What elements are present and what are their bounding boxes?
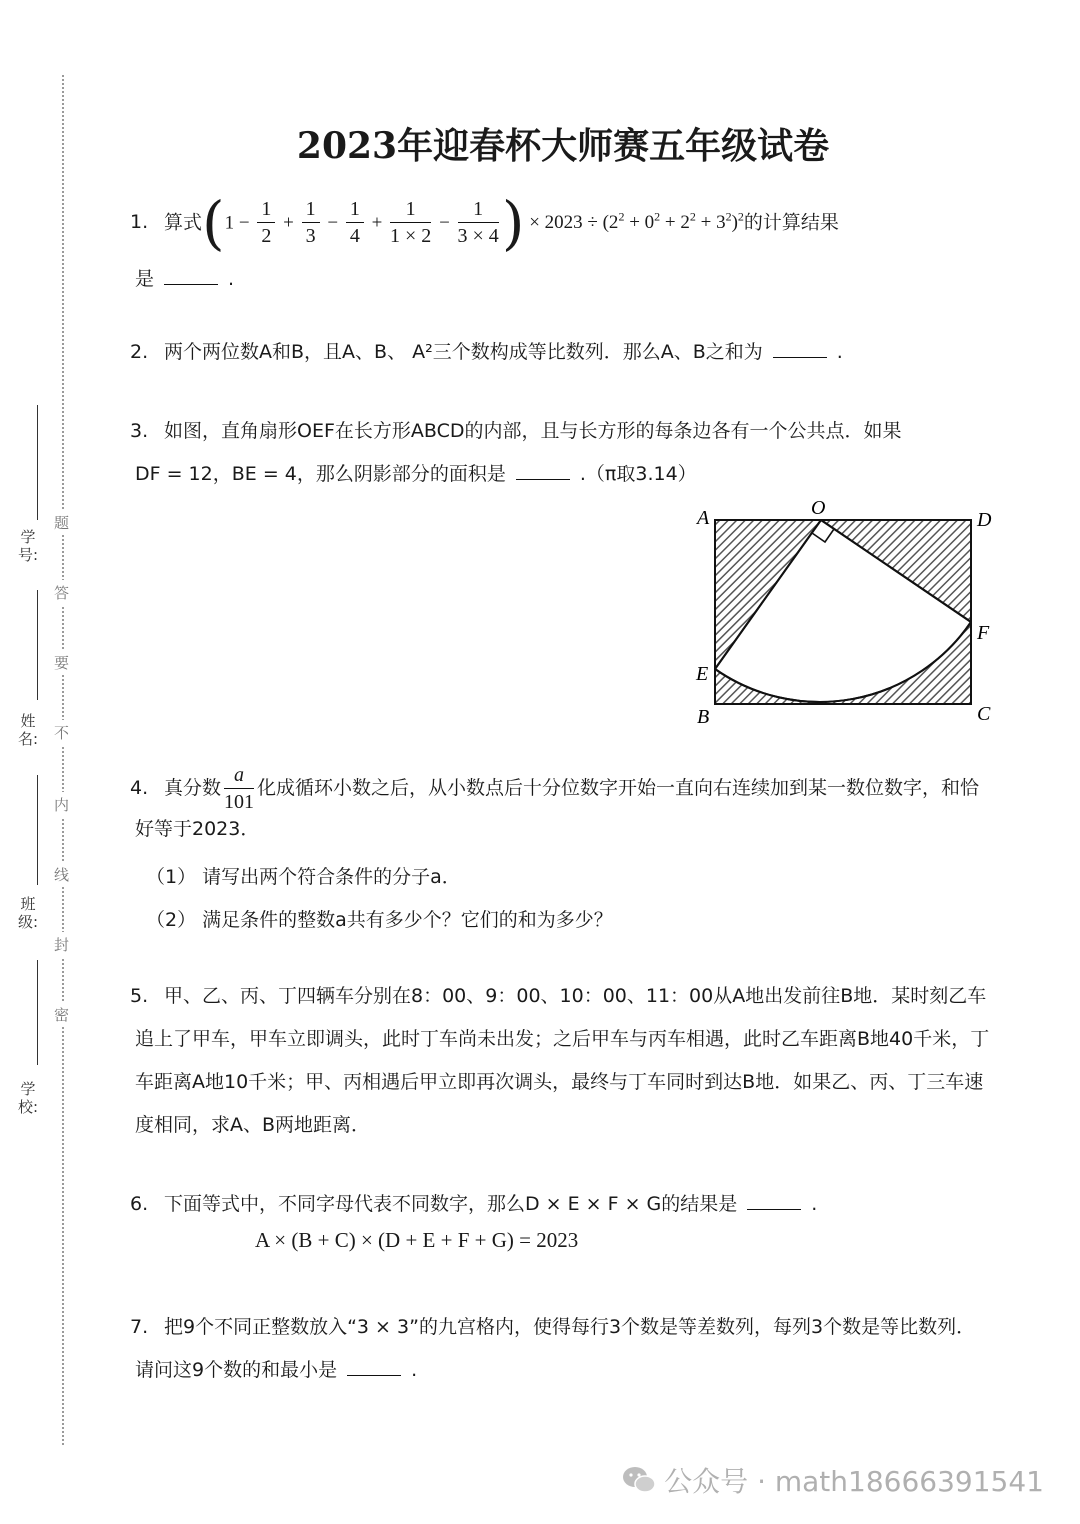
question-4-part-1: （1） 请写出两个符合条件的分子a． bbox=[146, 866, 461, 888]
question-1-line2 bbox=[135, 258, 1005, 301]
watermark-text: 公众号 · math18666391541 bbox=[664, 1465, 1044, 1498]
q2-text: 两个两位数A和B，且A、B、 A²三个数构成等比数列．那么A、B之和为 bbox=[164, 341, 763, 363]
label-b: B bbox=[697, 706, 710, 728]
binding-margin bbox=[0, 0, 110, 1524]
question-number: 7. bbox=[130, 1316, 149, 1338]
q7-line1: 把9个不同正整数放入“3 × 3”的九宫格内，使得每行3个数是等差数列，每列3个数是等比数列． bbox=[164, 1316, 976, 1338]
class-label: 班级: bbox=[17, 895, 39, 931]
question-3 bbox=[130, 410, 1000, 453]
fraction-denominator: 101 bbox=[224, 791, 255, 813]
question-number: 1. bbox=[130, 211, 149, 234]
question-3-line2 bbox=[135, 453, 1005, 496]
question-7-line2 bbox=[135, 1349, 1005, 1392]
school-line bbox=[37, 960, 38, 1065]
q1-lead: 算式 bbox=[164, 211, 203, 234]
q3-line2-end: .（π取3.14） bbox=[579, 463, 697, 485]
label-d: D bbox=[977, 509, 992, 531]
q3-line1: 如图，直角扇形OEF在长方形ABCD的内部，且与长方形的每条边各有一个公共点．如果 bbox=[164, 420, 902, 442]
label-e: E bbox=[696, 663, 709, 685]
question-number: 4. bbox=[130, 777, 149, 799]
school-label: 学校: bbox=[17, 1080, 39, 1116]
seal-char: 封 bbox=[54, 932, 69, 957]
id-line bbox=[37, 405, 38, 520]
q7-line2: 请问这9个数的和最小是 bbox=[135, 1359, 338, 1381]
q2-end: . bbox=[836, 341, 843, 363]
id-label: 学号: bbox=[17, 528, 39, 564]
answer-blank bbox=[516, 461, 570, 480]
question-4-part-2: （2） 满足条件的整数a共有多少个？它们的和为多少？ bbox=[146, 909, 613, 931]
question-5 bbox=[130, 975, 1000, 1018]
seal-char: 不 bbox=[54, 720, 69, 745]
q4-line1-rest: 化成循环小数之后，从小数点后十分位数字开始一直向右连续加到某一数位数字，和恰 bbox=[257, 777, 980, 799]
answer-blank bbox=[347, 1357, 401, 1376]
q6-equation: A × (B + C) × (D + E + F + G) = 2023 bbox=[255, 1228, 579, 1252]
q5-line: 追上了甲车，甲车立即调头，此时丁车尚未出发；之后甲车与丙车相遇，此时乙车距离B地40千米，丁 bbox=[135, 1028, 990, 1050]
answer-blank bbox=[747, 1191, 801, 1210]
q5-line: 度相同，求A、B两地距离． bbox=[135, 1114, 371, 1136]
dotted-cut-line bbox=[62, 75, 64, 1445]
q4-line2: 好等于2023． bbox=[135, 818, 260, 840]
q7-end: . bbox=[411, 1359, 418, 1381]
seal-char: 答 bbox=[54, 580, 69, 605]
answer-blank bbox=[773, 339, 827, 358]
seal-char: 要 bbox=[54, 650, 69, 675]
name-line bbox=[37, 590, 38, 700]
class-line bbox=[37, 775, 38, 885]
seal-char: 题 bbox=[54, 510, 69, 535]
q6-end: . bbox=[811, 1193, 818, 1215]
label-f: F bbox=[977, 622, 990, 644]
name-label: 姓名: bbox=[17, 712, 39, 748]
q5-line: 甲、乙、丙、丁四辆车分别在8：00、9：00、10：00、11：00从A地出发前往B地．某时刻乙车 bbox=[164, 985, 987, 1007]
question-number: 6. bbox=[130, 1193, 149, 1215]
watermark bbox=[622, 1460, 1044, 1500]
q3-line2: DF = 12，BE = 4，那么阴影部分的面积是 bbox=[135, 463, 506, 485]
q1-line2: 是 bbox=[135, 268, 155, 290]
q4-lead: 真分数 bbox=[164, 777, 222, 799]
q1-end: . bbox=[228, 268, 235, 290]
answer-blank bbox=[164, 266, 218, 285]
question-2 bbox=[130, 331, 1000, 374]
seal-char: 内 bbox=[54, 792, 69, 817]
q6-text: 下面等式中，不同字母代表不同数字，那么D × E × F × G的结果是 bbox=[164, 1193, 738, 1215]
wechat-icon bbox=[622, 1465, 656, 1495]
question-6 bbox=[130, 1183, 1000, 1226]
question-1: 1. 算式(1 − $\frac{1}{2}$ + $\frac{1}{3}$ − $\frac{1}{4}$ + $\frac{1}{1 \times 2}$ − $\frac{1}{3 \times 4}$ ) × $2023 \div (2^2 + 0^2 + 2^2 + 3^2)^2$的计算结果 bbox=[130, 188, 839, 257]
q5-line: 车距离A地10千米；甲、丙相遇后甲立即再次调头，最终与丁车同时到达B地．如果乙、丙、丁三车速 bbox=[135, 1071, 984, 1093]
question-number: 2. bbox=[130, 341, 149, 363]
sector-rectangle-figure bbox=[690, 498, 1000, 733]
seal-char: 密 bbox=[54, 1002, 69, 1027]
label-c: C bbox=[977, 703, 991, 725]
question-4-line2 bbox=[135, 808, 1005, 851]
label-o: O bbox=[811, 498, 826, 519]
fraction-numerator: a bbox=[224, 762, 254, 789]
question-number: 3. bbox=[130, 420, 149, 442]
seal-char: 线 bbox=[54, 862, 69, 887]
question-number: 5. bbox=[130, 985, 149, 1007]
q1-tail: 的计算结果 bbox=[743, 211, 839, 234]
question-7 bbox=[130, 1306, 1000, 1349]
label-a: A bbox=[697, 507, 710, 529]
page-title: 2023年迎春杯大师赛五年级试卷 bbox=[296, 125, 830, 167]
